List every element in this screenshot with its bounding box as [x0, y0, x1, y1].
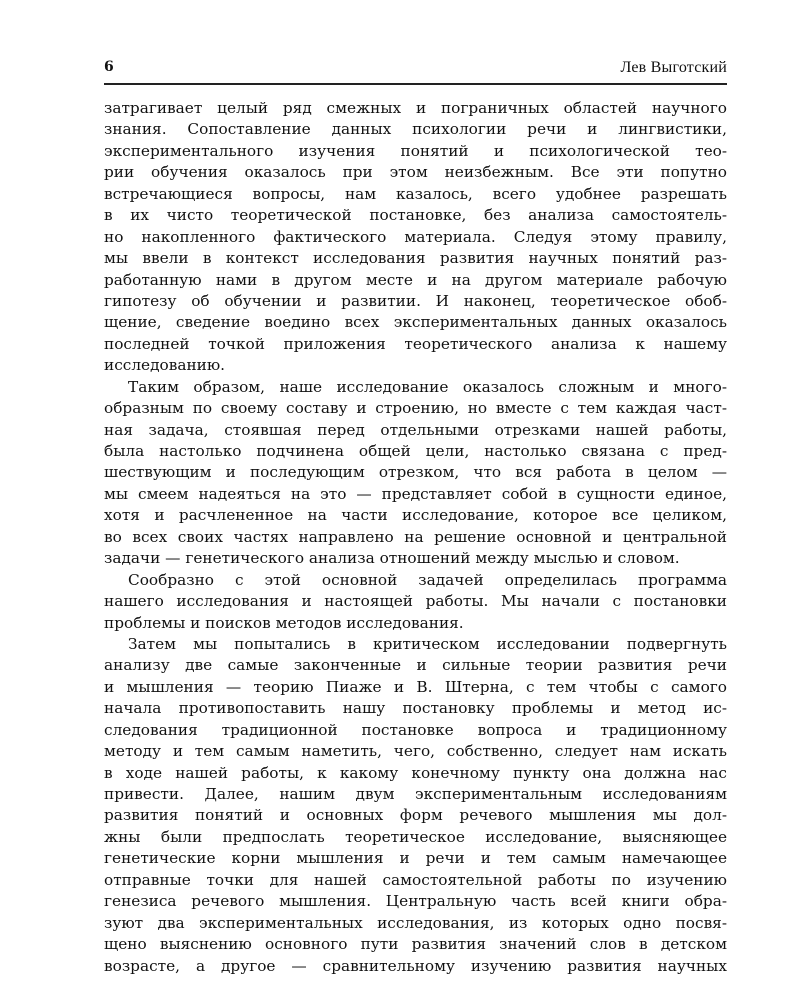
text-line: хотя и расчлененное на части исследование, которое все целиком, [104, 506, 727, 525]
text-line: Таким образом, наше исследование оказалось сложным и много- [128, 377, 727, 396]
text-line: последней точкой приложения теоретического анализа к нашему [104, 334, 727, 353]
text-line: образным по своему составу и строению, но вместе с тем каждая част- [104, 399, 727, 418]
text-line: встречающиеся вопросы, нам казалось, всего удобнее разрешать [104, 184, 727, 203]
text-line: в их чисто теоретической постановке, без анализа самостоятель- [104, 206, 727, 225]
text-line: следования традиционной постановке вопроса и традиционному [104, 720, 727, 739]
text-line: мы ввели в контекст исследования развития научных понятий раз- [104, 249, 727, 268]
text-line: гипотезу об обучении и развитии. И наконец, теоретическое обоб- [104, 291, 727, 310]
text-line: жны были предпослать теоретическое исследование, выясняющее [104, 827, 727, 846]
body-text [104, 98, 727, 977]
text-line: щение, сведение воедино всех экспериментальных данных оказалось [104, 313, 727, 332]
text-line: отправные точки для нашей самостоятельной работы по изучению [104, 870, 727, 889]
text-line: работанную нами в другом месте и на другом материале рабочую [104, 270, 727, 289]
text-line: и мышления — теорию Пиаже и В. Штерна, с тем чтобы с самого [104, 677, 727, 696]
text-line: в ходе нашей работы, к какому конечному пункту она должна нас [104, 763, 727, 782]
text-line: возрасте, а другое — сравнительному изучению развития научных [104, 956, 727, 975]
text-line: Затем мы попытались в критическом исследовании подвергнуть [128, 634, 727, 653]
text-line: привести. Далее, нашим двум экспериментальным исследованиям [104, 785, 727, 803]
text-line: экспериментального изучения понятий и психологической тео- [104, 141, 727, 160]
text-line: но накопленного фактического материала. Следуя этому правилу, [104, 227, 727, 246]
text-line: развития понятий и основных форм речевого мышления мы дол- [104, 806, 727, 825]
text-line: генезиса речевого мышления. Центральную часть всей книги обра- [104, 892, 727, 911]
text-line: щено выяснению основного пути развития значений слов в детском [104, 935, 727, 954]
text-line: Сообразно с этой основной задачей определилась программа [128, 570, 727, 589]
text-line: знания. Сопоставление данных психологии речи и лингвистики, [104, 120, 727, 139]
text-line: начала противопоставить нашу постановку проблемы и метод ис- [104, 699, 727, 718]
text-line: рии обучения оказалось при этом неизбежным. Все эти попутно [104, 163, 727, 182]
text-line: генетические корни мышления и речи и тем самым намечающее [104, 849, 727, 868]
page-number: 6 [104, 59, 114, 75]
text-line: нашего исследования и настоящей работы. Мы начали с постановки [104, 592, 727, 611]
running-head [104, 55, 727, 81]
text-line: во всех своих частях направлено на решение основной и центральной [104, 527, 727, 546]
text-line: мы смеем надеяться на это — представляет собой в сущности единое, [104, 484, 727, 503]
text-line: анализу две самые законченные и сильные теории развития речи [104, 656, 727, 675]
text-line: методу и тем самым наметить, чего, собственно, следует нам искать [104, 742, 727, 761]
text-line: задачи — генетического анализа отношений между мыслью и словом. [104, 549, 680, 568]
running-head-author: Лев Выготский [620, 59, 727, 76]
text-line: исследованию. [104, 356, 226, 375]
text-line: затрагивает целый ряд смежных и пограничных областей научного [104, 99, 727, 117]
text-line: шествующим и последующим отрезком, что вся работа в целом — [104, 463, 727, 482]
header-rule [104, 83, 727, 85]
text-line: была настолько подчинена общей цели, настолько связана с пред- [104, 442, 727, 460]
text-line: ная задача, стоявшая перед отдельными отрезками нашей работы, [104, 420, 727, 439]
text-line: зуют два экспериментальных исследования, из которых одно посвя- [104, 913, 727, 932]
text-line: проблемы и поисков методов исследования. [104, 613, 464, 632]
